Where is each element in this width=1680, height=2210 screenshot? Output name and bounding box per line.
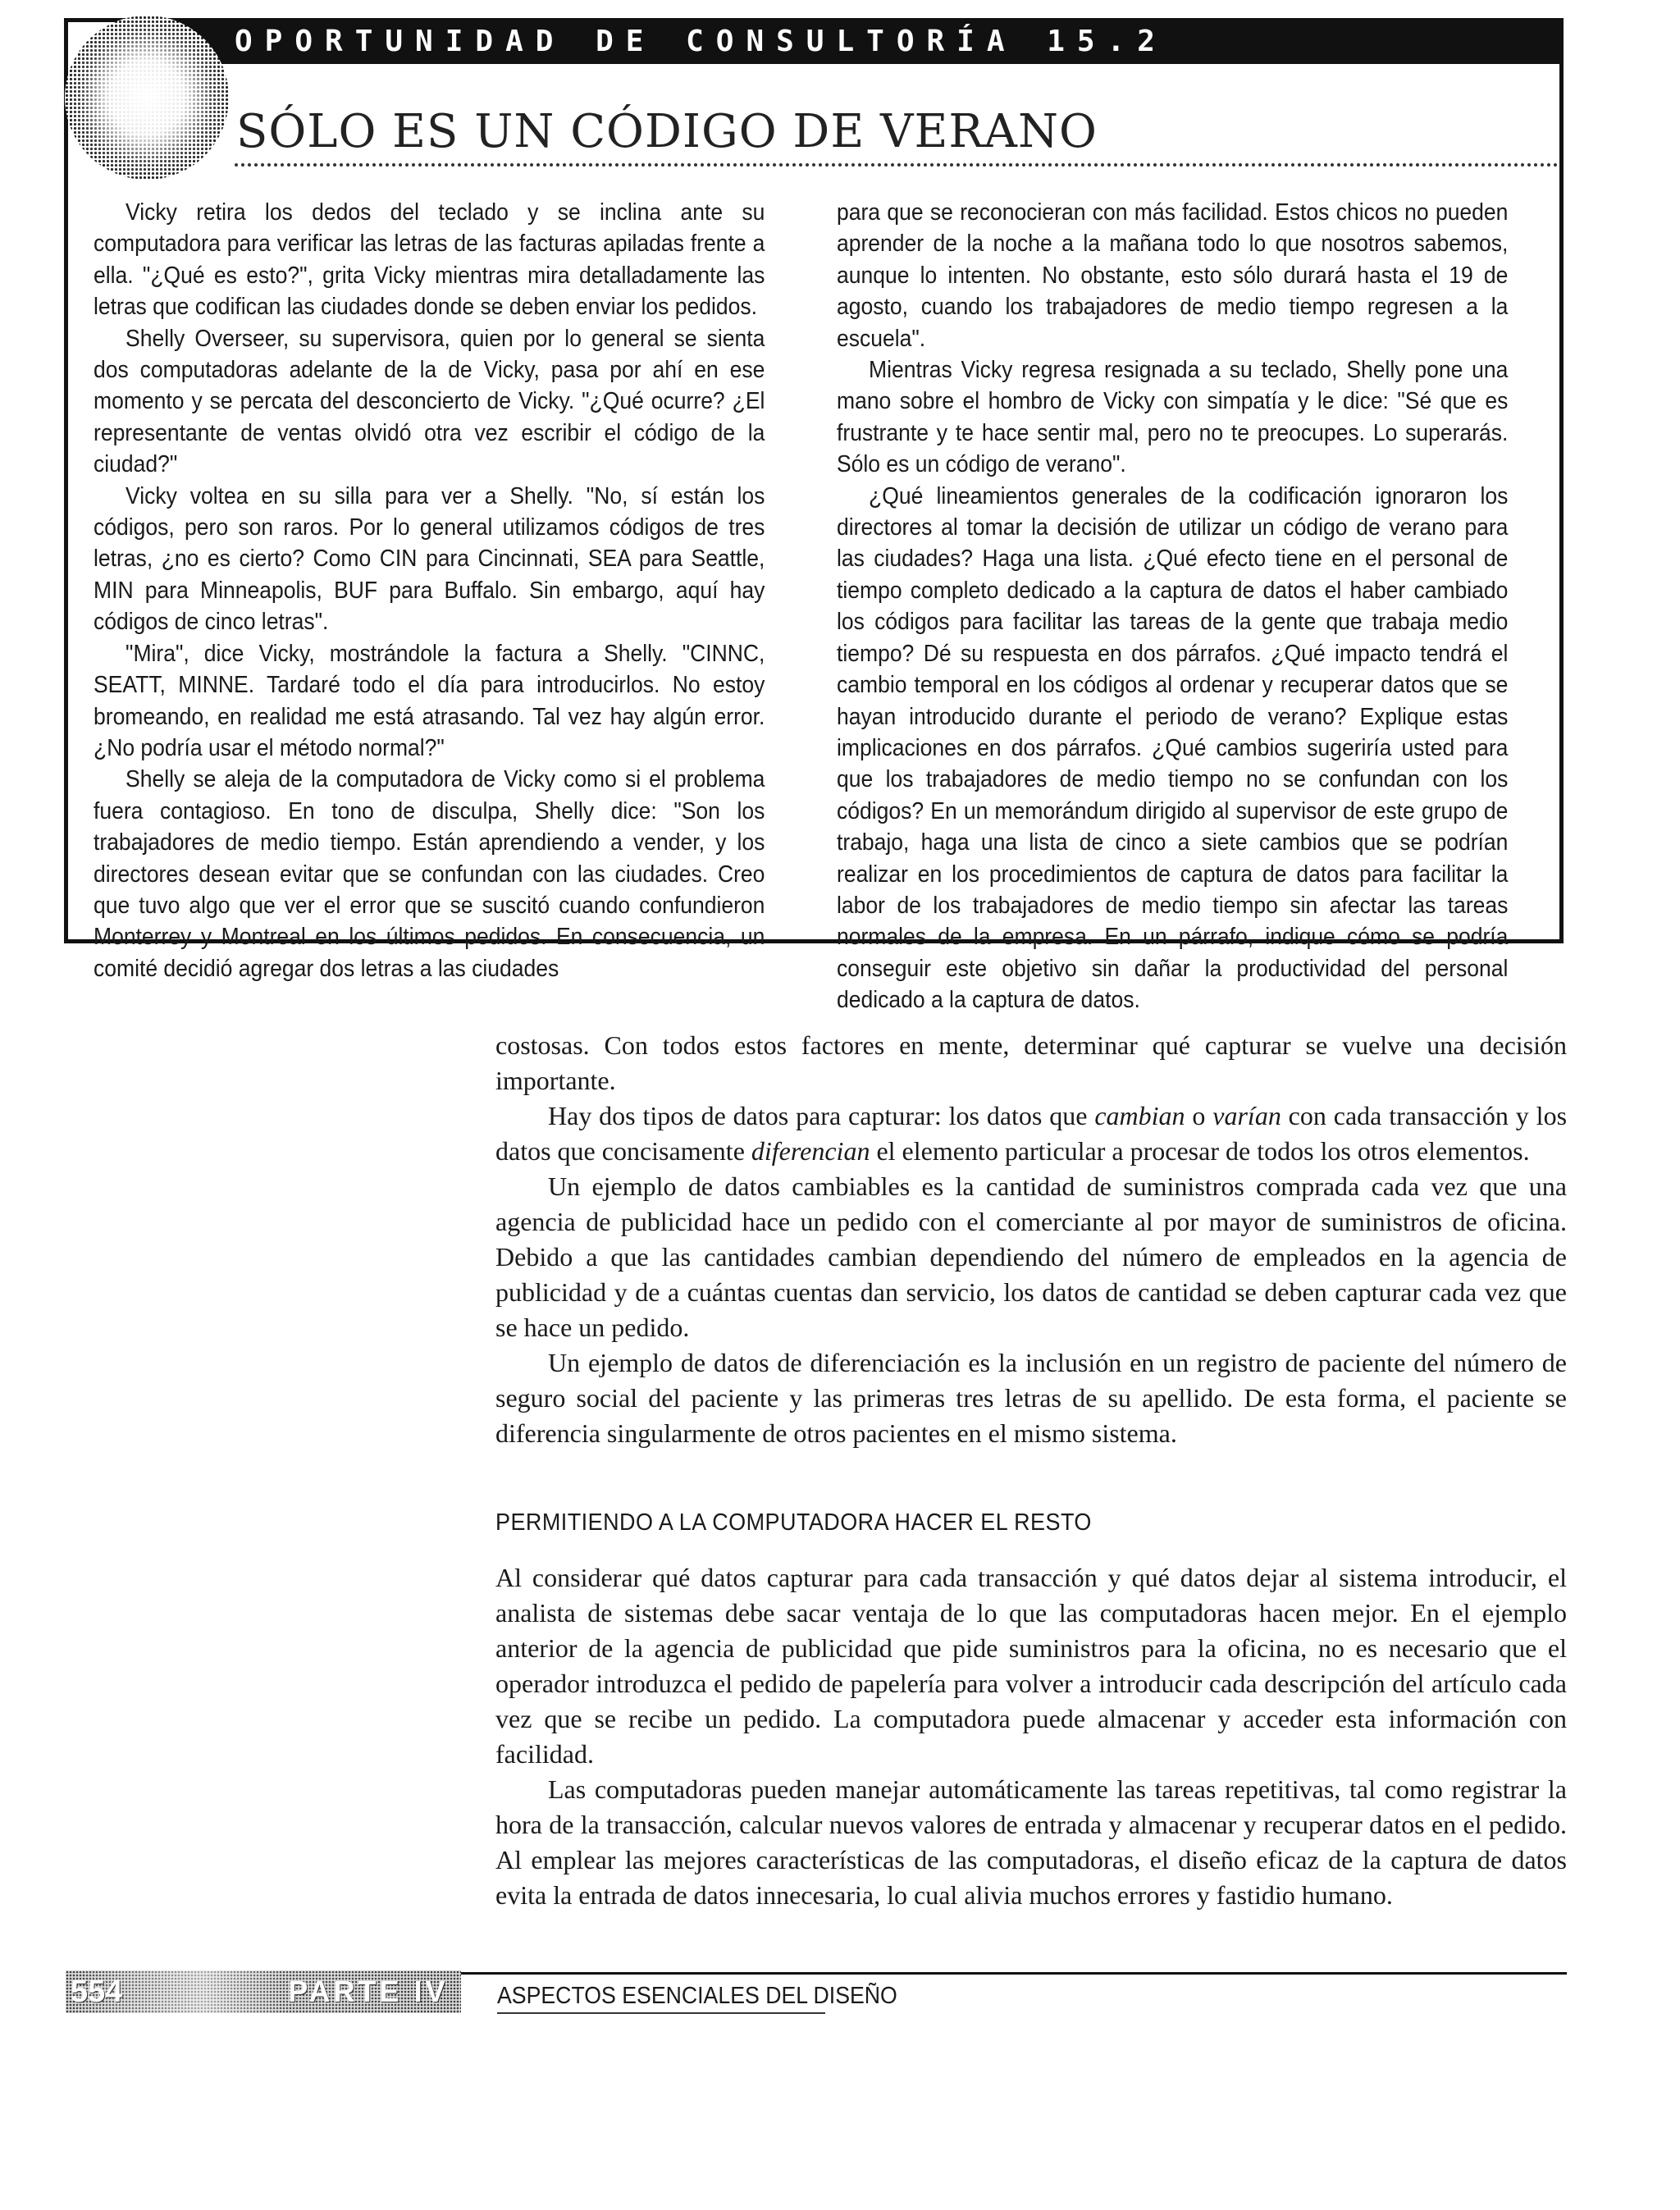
section-heading: PERMITIENDO A LA COMPUTADORA HACER EL RESTO — [495, 1509, 1092, 1536]
consulting-paragraph: para que se reconocieran con más facilidad. Estos chicos no pueden aprender de la noche a la mañana todo lo que nosotros sabemos, aunque lo intenten. No obstante, esto sólo durará hasta el 19 de agosto, cuando los trabajadores de medio tiempo regresen a la escuela". — [837, 199, 1509, 352]
consulting-paragraph: Shelly se aleja de la computadora de Vicky como si el problema fuera contagioso. En tono de disculpa, Shelly dice: "Son los trabajadores de medio tiempo. Están aprendiendo a vender, y los directores desean evitar que se confundan con las ciudades. Creo que tuvo algo que ver el error que se suscitó cuando confundieron Monterrey y Montreal en los últimos pedidos. En consecuencia, un comité decidió agregar dos letras a las ciudades — [94, 766, 765, 982]
footer-rule — [461, 1972, 1567, 1975]
consulting-paragraph: Vicky voltea en su silla para ver a Shelly. "No, sí están los códigos, pero son raros. Por lo general utilizamos códigos de tres letras, ¿no es cierto? Como CIN para Cincinnati, SEA para Seattle, MIN para Minneapolis, BUF para Buffalo. Sin embargo, aquí hay códigos de cinco letras". — [94, 482, 765, 636]
consulting-paragraph: Shelly Overseer, su supervisora, quien por lo general se sienta dos computadoras adelante de la de Vicky, pasa por ahí en ese momento y se percata del desconcierto de Vicky. "¿Qué ocurre? ¿El representante de ventas olvidó otra vez escribir el código de la ciudad?" — [94, 325, 765, 478]
consulting-paragraph: Vicky retira los dedos del teclado y se inclina ante su computadora para verificar las letras de las facturas apiladas frente a ella. "¿Qué es esto?", grita Vicky mientras mira detalladamente las letras que codifican las ciudades donde se deben enviar los pedidos. — [94, 199, 765, 321]
body-paragraph: Las computadoras pueden manejar automáticamente las tareas repetitivas, tal como registrar la hora de la transacción, calcular nuevos valores de entrada y almacenar y recuperar datos en el pedido. Al emplear las mejores características de las computadoras, el diseño eficaz de la captura de datos evita la entrada de datos innecesaria, lo cual alivia muchos errores y fastidio humano. — [495, 1774, 1567, 1910]
consulting-text-right-column — [837, 197, 1508, 1016]
title-dotted-rule — [235, 163, 1559, 167]
page-number: 554 — [71, 1975, 123, 2009]
consulting-header-bar — [156, 18, 1564, 64]
body-paragraph: costosas. Con todos estos factores en mente, determinar qué capturar se vuelve una decisión importante. — [495, 1030, 1567, 1095]
consulting-paragraph: ¿Qué lineamientos generales de la codificación ignoraron los directores al tomar la decisión de utilizar un código de verano para las ciudades? Haga una lista. ¿Qué efecto tiene en el personal de tiempo completo dedicado a la captura de datos el haber cambiado los códigos para facilitar las tareas de la gente que trabaja medio tiempo? Dé su respuesta en dos párrafos. ¿Qué impacto tendrá el cambio temporal en los códigos al ordenar y recuperar datos que se hayan introducido durante el periodo de verano? Explique estas implicaciones en dos párrafos. ¿Qué cambios sugeriría usted para que los trabajadores de medio tiempo no se confundan con los códigos? En un memorándum dirigido al supervisor de este grupo de trabajo, haga una lista de cinco a siete cambios que se podrían realizar en los procedimientos de captura de datos para facilitar la labor de los trabajadores de medio tiempo sin afectar las tareas normales de la empresa. En un párrafo, indique cómo se podría conseguir este objetivo sin dañar la productividad del personal dedicado a la captura de datos. — [837, 482, 1509, 1014]
body-paragraph: Un ejemplo de datos cambiables es la cantidad de suministros comprada cada vez que una agencia de publicidad hace un pedido con el comerciante al por mayor de suministros de oficina. Debido a que las cantidades cambian dependiendo del número de empleados en la agencia de publicidad y de a cuántas cuentas dan servicio, los datos de cantidad se deben capturar cada vez que se hace un pedido. — [495, 1171, 1567, 1342]
main-body-text — [495, 1028, 1567, 1913]
footer-title-underline — [497, 2012, 825, 2014]
consulting-paragraph: Mientras Vicky regresa resignada a su teclado, Shelly pone una mano sobre el hombro de Vicky con simpatía y le dice: "Sé que es frustrante y te hace sentir mal, pero no te preocupes. Lo superarás. Sólo es un código de verano". — [837, 357, 1509, 478]
body-paragraph: Hay dos tipos de datos para capturar: los datos que cambian o varían con cada transacción y los datos que concisamente diferencian el elemento particular a procesar de todos los otros elementos. — [495, 1101, 1568, 1166]
consulting-text-left-column — [94, 197, 765, 984]
body-paragraph: Un ejemplo de datos de diferenciación es la inclusión en un registro de paciente del número de seguro social del paciente y las primeras tres letras de su apellido. De esta forma, el paciente se diferencia singularmente de otros pacientes en el mismo sistema. — [495, 1348, 1567, 1448]
footer-section-title: ASPECTOS ESENCIALES DEL DISEÑO — [497, 1983, 897, 2009]
consulting-title: SÓLO ES UN CÓDIGO DE VERANO — [236, 105, 1098, 158]
consulting-header-text: OPORTUNIDAD DE CONSULTORÍA 15.2 — [235, 25, 1167, 58]
sphere-badge-icon — [61, 11, 233, 184]
consulting-paragraph: "Mira", dice Vicky, mostrándole la factura a Shelly. "CINNC, SEATT, MINNE. Tardaré todo el día para introducirlos. No estoy bromeando, en realidad me está atrasando. Tal vez hay algún error. ¿No podría usar el método normal?" — [94, 640, 765, 761]
body-paragraph: Al considerar qué datos capturar para cada transacción y qué datos dejar al sistema introducir, el analista de sistemas debe sacar ventaja de lo que las computadoras hacen mejor. En el ejemplo anterior de la agencia de publicidad que pide suministros para la oficina, no es necesario que el operador introduzca el pedido de papelería para volver a introducir cada descripción del artículo cada vez que se recibe un pedido. La computadora puede almacenar y acceder esta información con facilidad. — [495, 1563, 1567, 1769]
part-label: PARTE IV — [288, 1975, 449, 2008]
